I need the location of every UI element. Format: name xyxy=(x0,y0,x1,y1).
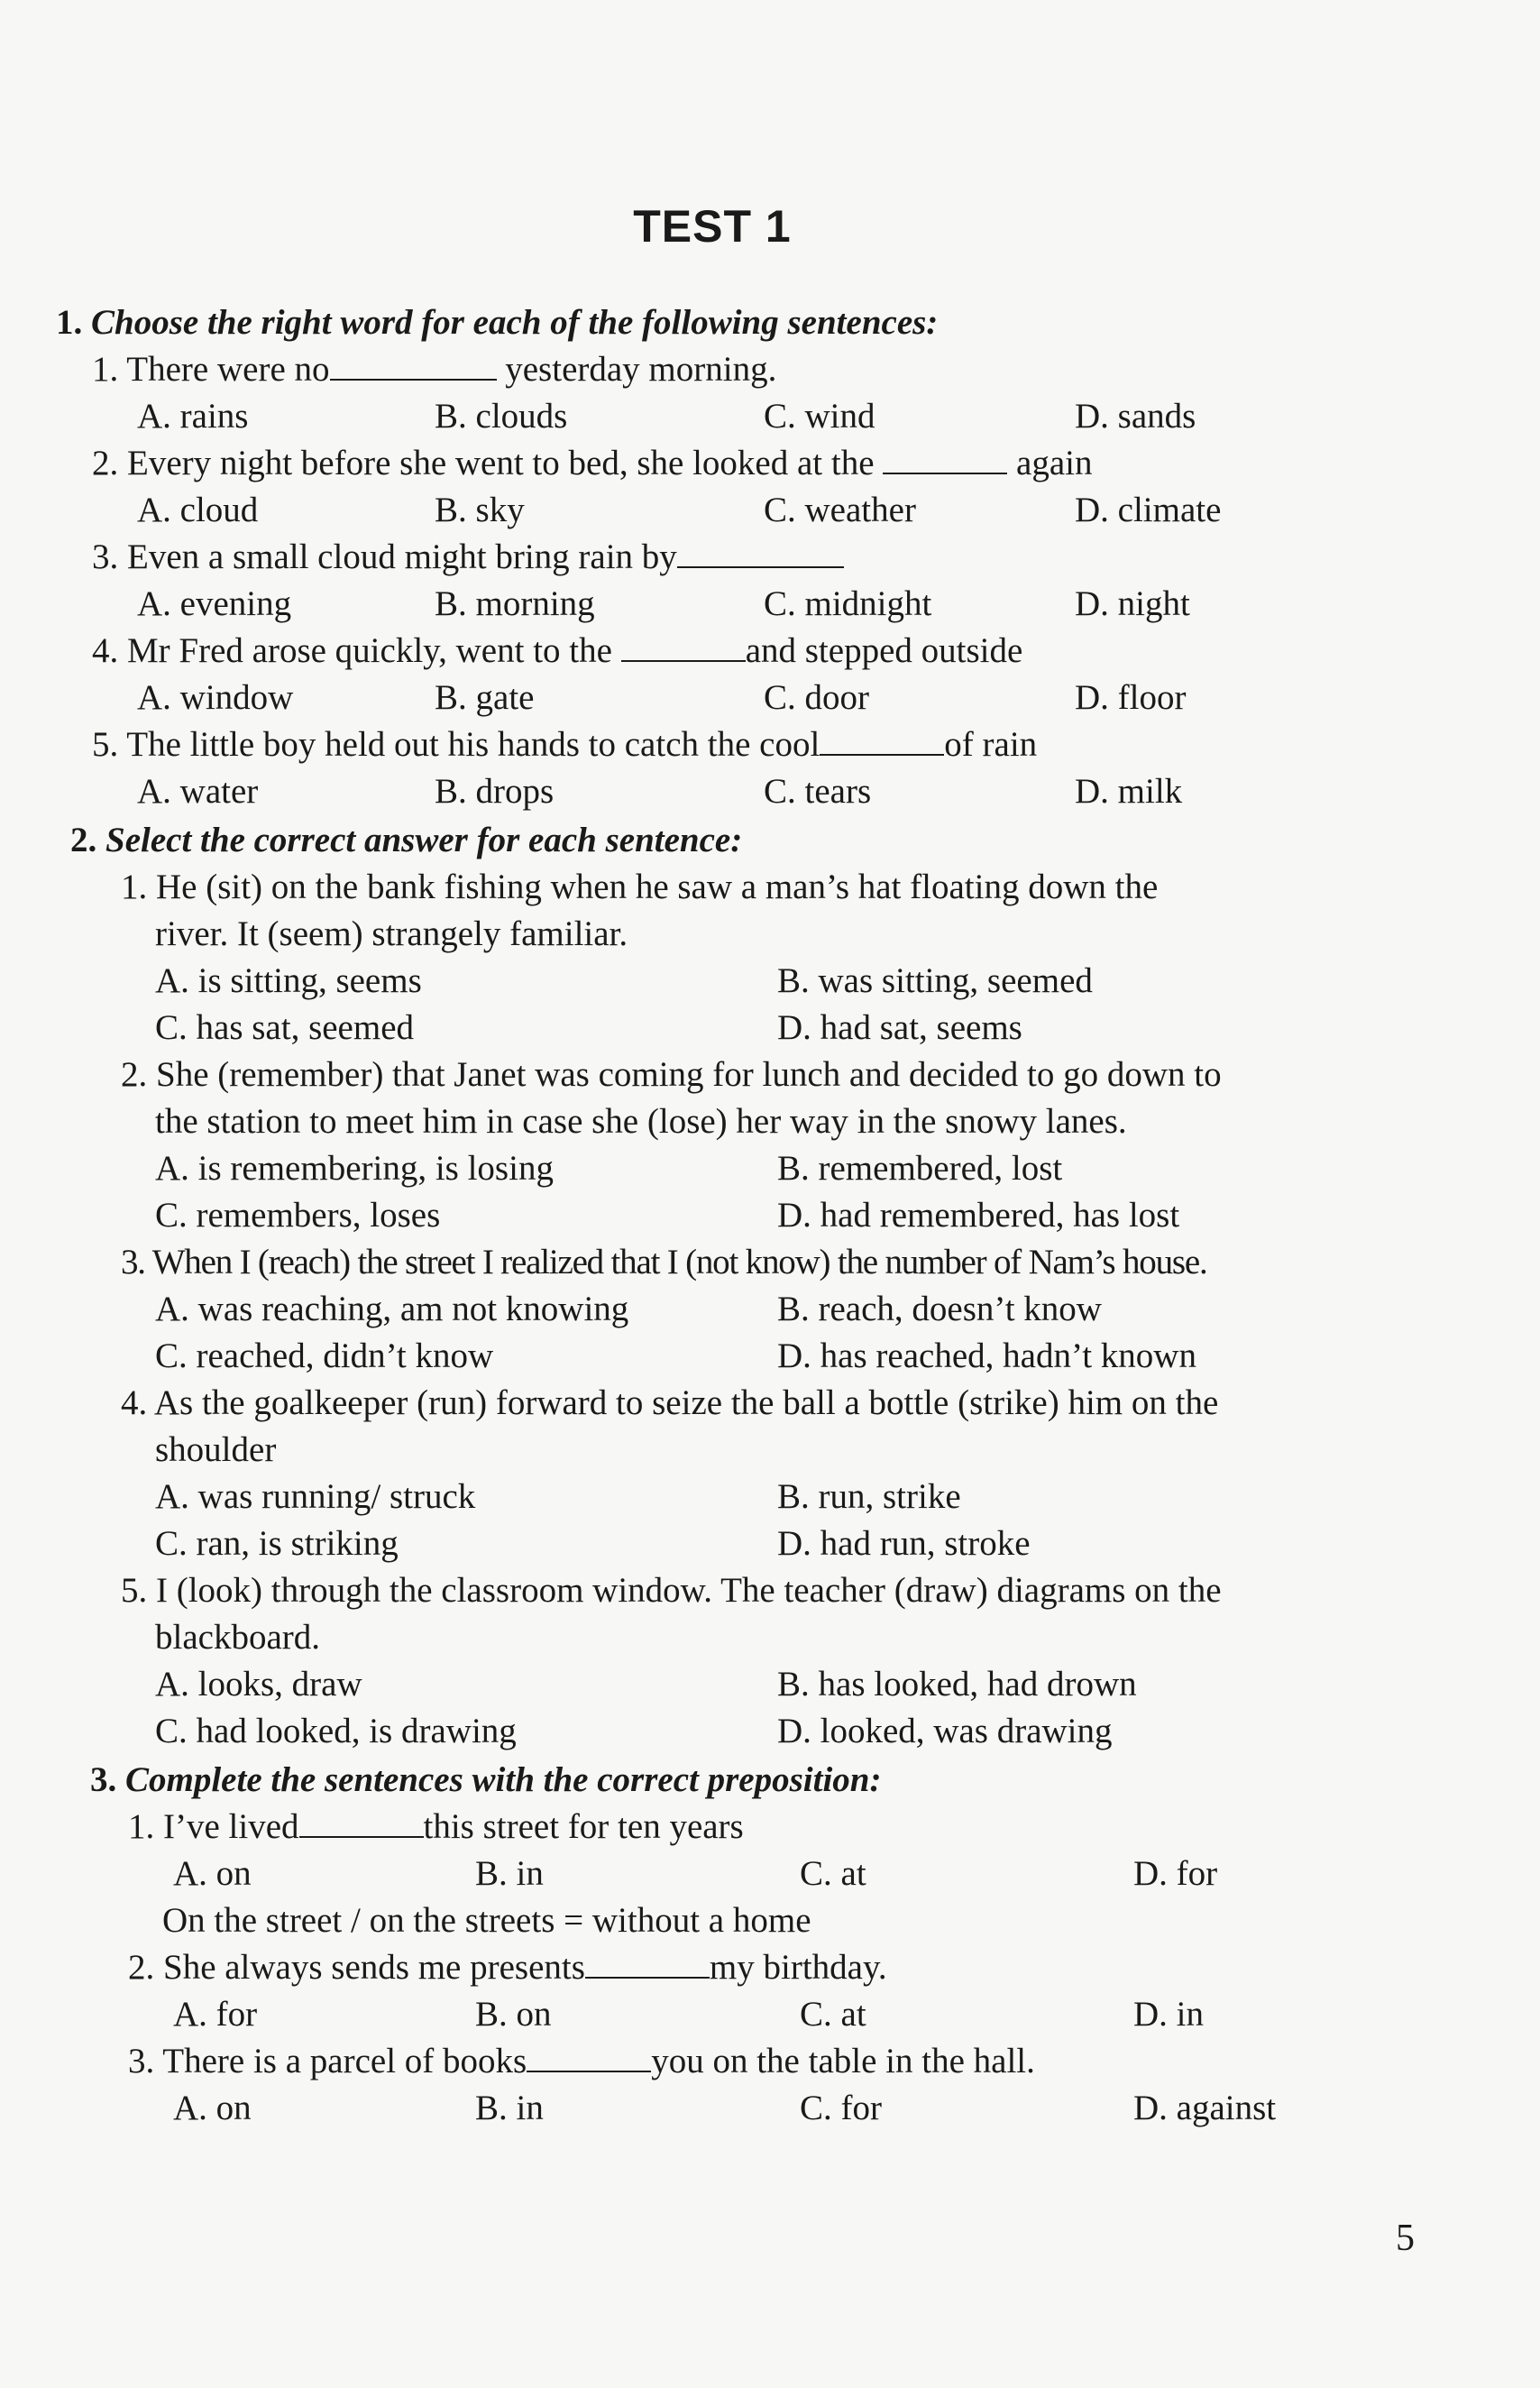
question xyxy=(121,1380,1408,1567)
option-d: D. in xyxy=(1133,1995,1204,2034)
option-c: C. at xyxy=(800,1995,866,2034)
answer-options xyxy=(121,1286,1408,1380)
section-heading xyxy=(90,1757,1408,1804)
option-d: D. milk xyxy=(1075,772,1183,811)
question xyxy=(92,534,1408,628)
section-heading xyxy=(70,817,1408,864)
option-c: C. has sat, seemed xyxy=(155,1008,415,1047)
option-c: C. midnight xyxy=(764,584,932,623)
option-d: D. has reached, hadn’t known xyxy=(777,1336,1196,1375)
answer-options xyxy=(121,1474,1408,1567)
option-a: A. evening xyxy=(137,584,292,623)
question-text: 2. She always sends me presents my birthday. xyxy=(128,1948,887,1987)
question xyxy=(92,721,1408,815)
option-d: D. floor xyxy=(1075,678,1187,717)
option-b: B. reach, doesn’t know xyxy=(777,1290,1102,1328)
option-c: C. ran, is striking xyxy=(155,1524,399,1563)
option-b: B. in xyxy=(475,2089,544,2127)
section-title: Complete the sentences with the correct preposition: xyxy=(125,1760,882,1799)
question-text: 4. Mr Fred arose quickly, went to the and stepped outside xyxy=(92,631,1023,670)
option-a: A. window xyxy=(137,678,294,717)
option-d: D. looked, was drawing xyxy=(777,1712,1113,1750)
option-d: D. against xyxy=(1133,2089,1277,2127)
option-a: A. is remembering, is losing xyxy=(155,1149,554,1188)
test-content xyxy=(56,298,1408,2132)
option-d: D. night xyxy=(1075,584,1190,623)
question xyxy=(121,1052,1408,1239)
answer-options xyxy=(92,768,1408,815)
option-a: A. is sitting, seems xyxy=(155,961,422,1000)
option-b: B. morning xyxy=(435,584,595,623)
answer-blank xyxy=(820,723,944,756)
answer-options xyxy=(92,581,1408,628)
answer-blank xyxy=(299,1805,424,1838)
option-c: C. wind xyxy=(764,397,875,436)
option-c: C. tears xyxy=(764,772,872,811)
option-a: A. was running/ struck xyxy=(155,1477,476,1516)
option-b: B. was sitting, seemed xyxy=(777,961,1093,1000)
question xyxy=(121,864,1408,1052)
section-title: Choose the right word for each of the following sentences: xyxy=(91,303,939,342)
question xyxy=(92,440,1408,534)
answer-options xyxy=(128,1851,1408,1897)
option-a: A. cloud xyxy=(137,491,259,529)
answer-blank xyxy=(883,442,1007,474)
option-a: A. was reaching, am not knowing xyxy=(155,1290,629,1328)
question-text: 1. I’ve lived this street for ten years xyxy=(128,1807,744,1846)
answer-options xyxy=(121,1661,1408,1755)
answer-options xyxy=(92,487,1408,534)
section-heading xyxy=(56,299,1408,346)
option-c: C. reached, didn’t know xyxy=(155,1336,494,1375)
usage-note: On the street / on the streets = without a home xyxy=(162,1901,811,1940)
option-a: A. on xyxy=(173,2089,252,2127)
option-d: D. climate xyxy=(1075,491,1222,529)
answer-options xyxy=(121,1145,1408,1239)
question-text: 3. Even a small cloud might bring rain by xyxy=(92,534,1408,581)
section-title: Select the correct answer for each sentence: xyxy=(105,821,743,859)
option-a: A. on xyxy=(173,1854,252,1893)
answer-options xyxy=(92,393,1408,440)
option-b: B. run, strike xyxy=(777,1477,961,1516)
question-text: 4. As the goalkeeper (run) forward to seize the ball a bottle (strike) him on the shoulder xyxy=(121,1383,1219,1469)
option-b: B. drops xyxy=(435,772,555,811)
question-text: 5. The little boy held out his hands to catch the cool of rain xyxy=(92,725,1038,764)
question xyxy=(121,1567,1408,1755)
question-text: 2. She (remember) that Janet was coming for lunch and decided to go down to the station to meet him in case she (lose) her way in the snowy lanes. xyxy=(121,1055,1222,1141)
page-title: TEST 1 xyxy=(633,201,792,252)
option-b: B. gate xyxy=(435,678,535,717)
page-number: 5 xyxy=(1396,2218,1415,2259)
question xyxy=(92,346,1408,440)
question xyxy=(92,628,1408,721)
section-number: 3. xyxy=(90,1760,117,1799)
question xyxy=(128,1804,1408,1944)
section-number: 2. xyxy=(70,821,97,859)
answer-blank xyxy=(527,2040,651,2072)
option-b: B. on xyxy=(475,1995,552,2034)
option-d: D. sands xyxy=(1075,397,1196,436)
option-d: D. for xyxy=(1133,1854,1218,1893)
answer-blank xyxy=(330,348,497,381)
answer-blank xyxy=(677,536,844,568)
option-a: A. rains xyxy=(137,397,249,436)
answer-options xyxy=(128,1991,1408,2038)
option-b: B. in xyxy=(475,1854,544,1893)
question-text: 3. There is a parcel of books you on the table in the hall. xyxy=(128,2042,1035,2080)
question xyxy=(121,1239,1408,1380)
option-c: C. had looked, is drawing xyxy=(155,1712,517,1750)
option-c: C. remembers, loses xyxy=(155,1196,441,1235)
answer-blank xyxy=(621,629,746,662)
option-c: C. for xyxy=(800,2089,882,2127)
option-c: C. at xyxy=(800,1854,866,1893)
option-b: B. has looked, had drown xyxy=(777,1665,1137,1704)
answer-options xyxy=(121,958,1408,1052)
option-d: D. had sat, seems xyxy=(777,1008,1022,1047)
option-d: D. had run, stroke xyxy=(777,1524,1031,1563)
option-d: D. had remembered, has lost xyxy=(777,1196,1180,1235)
section-number: 1. xyxy=(56,303,83,342)
question xyxy=(128,1944,1408,2038)
answer-options xyxy=(92,675,1408,721)
question-text: 5. I (look) through the classroom window. The teacher (draw) diagrams on the blackboard. xyxy=(121,1571,1222,1657)
question-text: 1. He (sit) on the bank fishing when he saw a man’s hat floating down the river. It (seem) strangely familiar. xyxy=(121,868,1159,953)
question-text: 2. Every night before she went to bed, she looked at the again xyxy=(92,444,1093,482)
option-a: A. for xyxy=(173,1995,258,2034)
option-a: A. water xyxy=(137,772,259,811)
question-text: 1. There were no yesterday morning. xyxy=(92,350,777,389)
question-text: 3. When I (reach) the street I realized that I (not know) the number of Nam’s house. xyxy=(121,1243,1207,1281)
option-c: C. weather xyxy=(764,491,916,529)
option-a: A. looks, draw xyxy=(155,1665,362,1704)
answer-options xyxy=(128,2085,1408,2132)
option-c: C. door xyxy=(764,678,869,717)
option-b: B. remembered, lost xyxy=(777,1149,1063,1188)
question xyxy=(128,2038,1408,2132)
answer-blank xyxy=(585,1946,710,1979)
option-b: B. clouds xyxy=(435,397,568,436)
option-b: B. sky xyxy=(435,491,525,529)
